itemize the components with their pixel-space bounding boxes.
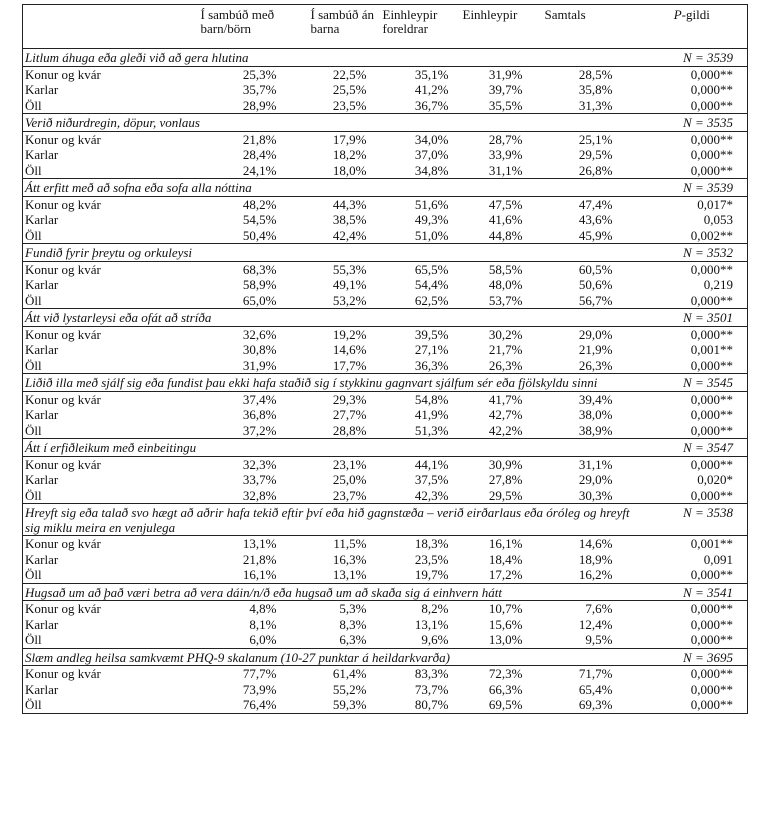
percent-cell: 37,4%: [242, 391, 277, 407]
percent-cell: 37,5%: [414, 472, 449, 487]
row-label: Öll: [23, 488, 201, 504]
percent-cell: 8,3%: [339, 616, 367, 632]
p-value-cell: 0,000**: [637, 163, 748, 179]
percent-cell: 4,8%: [249, 601, 277, 616]
p-value-cell: 0,000**: [637, 131, 748, 147]
row-label: Konur og kvár: [23, 261, 201, 277]
table-row: [23, 293, 748, 309]
percent-cell: 60,5%: [578, 261, 613, 277]
percent-cell: 73,7%: [414, 681, 449, 697]
percent-cell: 51,0%: [414, 227, 449, 243]
p-value-cell: 0,000**: [637, 601, 748, 617]
table-row: [23, 163, 748, 179]
p-value-cell: 0,219: [637, 277, 748, 293]
percent-cell: 55,2%: [332, 681, 367, 697]
row-label: Karlar: [23, 407, 201, 423]
percent-cell: 30,8%: [242, 342, 277, 357]
section-header: [23, 583, 748, 601]
percent-cell: 39,7%: [488, 82, 523, 97]
percent-cell: 58,9%: [242, 277, 277, 292]
percent-cell: 54,4%: [414, 277, 449, 292]
p-value-cell: 0,000**: [637, 697, 748, 713]
percent-cell: 32,6%: [242, 326, 277, 342]
percent-cell: 34,0%: [414, 131, 449, 147]
p-value-cell: 0,000**: [637, 358, 748, 374]
percent-cell: 26,8%: [578, 162, 613, 178]
percent-cell: 65,0%: [242, 292, 277, 308]
percent-cell: 41,2%: [414, 82, 449, 97]
percent-cell: 24,1%: [242, 162, 277, 178]
row-label: Öll: [23, 567, 201, 583]
table-row: [23, 261, 748, 277]
percent-cell: 71,7%: [578, 666, 613, 681]
percent-cell: 43,6%: [578, 212, 613, 227]
percent-cell: 29,3%: [332, 391, 367, 407]
percent-cell: 28,5%: [578, 66, 613, 82]
section-header: [23, 49, 748, 67]
percent-cell: 33,7%: [242, 472, 277, 487]
question-text: Liðið illa með sjálf sig eða fundist þau ekki hafa staðið sig í stykkinu gagnvart sjálfum sér eða fjölskyldu sinni: [23, 374, 637, 392]
percent-cell: 21,8%: [242, 551, 277, 567]
row-label: Öll: [23, 293, 201, 309]
percent-cell: 13,1%: [332, 567, 367, 582]
header-col-total: Samtals: [545, 5, 637, 49]
header-p-suffix: -gildi: [681, 7, 710, 22]
table-row: [23, 632, 748, 648]
percent-cell: 27,8%: [488, 472, 523, 487]
percent-cell: 37,2%: [242, 422, 277, 438]
percent-cell: 42,3%: [414, 487, 449, 503]
percent-cell: 18,4%: [488, 551, 523, 567]
percent-cell: 47,5%: [488, 196, 523, 212]
percent-cell: 14,6%: [578, 536, 613, 551]
percent-cell: 29,5%: [578, 147, 613, 162]
percent-cell: 16,3%: [332, 551, 367, 567]
header-col-single: Einhleypir: [463, 5, 545, 49]
p-value-cell: 0,002**: [637, 228, 748, 244]
sample-size: N = 3532: [637, 244, 748, 262]
percent-cell: 45,9%: [578, 227, 613, 243]
table-row: [23, 212, 748, 228]
row-label: Konur og kvár: [23, 326, 201, 342]
percent-cell: 55,3%: [332, 261, 367, 277]
row-label: Konur og kvár: [23, 456, 201, 472]
table-row: [23, 552, 748, 568]
percent-cell: 44,1%: [414, 456, 449, 472]
percent-cell: 68,3%: [242, 261, 277, 277]
percent-cell: 33,9%: [488, 147, 523, 162]
percent-cell: 58,5%: [488, 261, 523, 277]
sample-size: N = 3695: [637, 648, 748, 666]
question-text: Átt erfitt með að sofna eða sofa alla nóttina: [23, 179, 637, 197]
percent-cell: 31,1%: [488, 162, 523, 178]
percent-cell: 38,0%: [578, 407, 613, 422]
percent-cell: 27,1%: [414, 342, 449, 357]
p-value-cell: 0,000**: [637, 391, 748, 407]
percent-cell: 13,1%: [242, 536, 277, 551]
percent-cell: 30,3%: [578, 487, 613, 503]
percent-cell: 69,3%: [545, 697, 637, 713]
percent-cell: 56,7%: [578, 292, 613, 308]
percent-cell: 77,7%: [242, 666, 277, 681]
percent-cell: 6,0%: [249, 632, 277, 647]
percent-cell: 72,3%: [488, 666, 523, 681]
percent-cell: 35,7%: [242, 82, 277, 97]
table-row: [23, 228, 748, 244]
p-value-cell: 0,000**: [637, 423, 748, 439]
percent-cell: 41,9%: [414, 407, 449, 422]
percent-cell: 83,3%: [414, 666, 449, 681]
percent-cell: 73,9%: [242, 681, 277, 697]
row-label: Öll: [23, 423, 201, 439]
row-label: Öll: [23, 163, 201, 179]
header-col-p-value: [637, 5, 748, 49]
percent-cell: 54,8%: [414, 391, 449, 407]
table-row: [23, 697, 748, 713]
percent-cell: 29,0%: [578, 472, 613, 487]
percent-cell: 36,8%: [242, 407, 277, 422]
p-value-cell: 0,001**: [637, 342, 748, 358]
table-row: [23, 456, 748, 472]
percent-cell: 50,4%: [242, 227, 277, 243]
table-row: [23, 342, 748, 358]
percent-cell: 17,9%: [332, 131, 367, 147]
percent-cell: 21,9%: [578, 342, 613, 357]
percent-cell: 13,0%: [488, 632, 523, 647]
percent-cell: 30,2%: [488, 326, 523, 342]
table-row: [23, 472, 748, 488]
row-label: Konur og kvár: [23, 666, 201, 682]
percent-cell: 32,3%: [242, 456, 277, 472]
table-row: [23, 82, 748, 98]
percent-cell: 37,0%: [414, 147, 449, 162]
section-header: [23, 504, 748, 536]
percent-cell: 39,4%: [578, 391, 613, 407]
percent-cell: 53,7%: [488, 292, 523, 308]
question-text: Slæm andleg heilsa samkvæmt PHQ-9 skalanum (10-27 punktar á heildarkvarða): [23, 648, 637, 666]
section-header: [23, 309, 748, 327]
percent-cell: 29,5%: [488, 487, 523, 503]
question-text: Hugsað um að það væri betra að vera dáin/n/ð eða hugsað um að skaða sig á einhvern hátt: [23, 583, 637, 601]
table-row: [23, 131, 748, 147]
percent-cell: 44,3%: [332, 196, 367, 212]
percent-cell: 16,1%: [488, 536, 523, 551]
header-col-cohabiting-no-children: Í sambúð án barna: [311, 5, 383, 49]
table-row: [23, 391, 748, 407]
percent-cell: 41,7%: [488, 391, 523, 407]
percent-cell: 26,3%: [488, 357, 523, 373]
p-value-cell: 0,000**: [637, 666, 748, 682]
row-label: Karlar: [23, 472, 201, 488]
percent-cell: 42,4%: [332, 227, 367, 243]
question-text: Átt við lystarleysi eða ofát að stríða: [23, 309, 637, 327]
row-label: Karlar: [23, 552, 201, 568]
percent-cell: 38,5%: [332, 212, 367, 227]
p-value-cell: 0,000**: [637, 407, 748, 423]
percent-cell: 30,9%: [488, 456, 523, 472]
row-label: Karlar: [23, 277, 201, 293]
sample-size: N = 3535: [637, 114, 748, 132]
table-row: [23, 98, 748, 114]
table-row: [23, 358, 748, 374]
table-body: [23, 49, 748, 714]
percent-cell: 62,5%: [414, 292, 449, 308]
results-table: [22, 4, 748, 714]
percent-cell: 76,4%: [201, 697, 311, 713]
percent-cell: 28,9%: [242, 97, 277, 113]
percent-cell: 61,4%: [332, 666, 367, 681]
percent-cell: 23,5%: [414, 551, 449, 567]
p-value-cell: 0,000**: [637, 66, 748, 82]
p-value-cell: 0,000**: [637, 632, 748, 648]
percent-cell: 54,5%: [242, 212, 277, 227]
percent-cell: 48,2%: [242, 196, 277, 212]
row-label: Karlar: [23, 82, 201, 98]
percent-cell: 53,2%: [332, 292, 367, 308]
percent-cell: 10,7%: [488, 601, 523, 616]
p-value-cell: 0,000**: [637, 488, 748, 504]
percent-cell: 36,7%: [414, 97, 449, 113]
row-label: Konur og kvár: [23, 196, 201, 212]
percent-cell: 35,1%: [414, 66, 449, 82]
percent-cell: 8,2%: [421, 601, 449, 616]
p-value-cell: 0,000**: [637, 147, 748, 163]
p-value-cell: 0,000**: [637, 82, 748, 98]
section-header: [23, 244, 748, 262]
percent-cell: 36,3%: [414, 357, 449, 373]
percent-cell: 19,2%: [332, 326, 367, 342]
percent-cell: 9,6%: [421, 632, 449, 647]
percent-cell: 25,5%: [332, 82, 367, 97]
row-label: Öll: [23, 358, 201, 374]
p-value-cell: 0,091: [637, 552, 748, 568]
percent-cell: 6,3%: [339, 632, 367, 647]
row-label: Karlar: [23, 147, 201, 163]
row-label: Karlar: [23, 617, 201, 633]
percent-cell: 42,7%: [488, 407, 523, 422]
table-row: [23, 147, 748, 163]
row-label: Konur og kvár: [23, 131, 201, 147]
p-value-cell: 0,000**: [637, 456, 748, 472]
table-row: [23, 423, 748, 439]
percent-cell: 12,4%: [578, 616, 613, 632]
section-header: [23, 179, 748, 197]
question-text: Hreyft sig eða talað svo hægt að aðrir hafa tekið eftir því eða hið gagnstæða – verið eirðarlaus eða óróleg og hreyft sig miklu meira en venjulega: [23, 504, 637, 536]
sample-size: N = 3501: [637, 309, 748, 327]
question-text: Litlum áhuga eða gleði við að gera hlutina: [23, 49, 637, 67]
percent-cell: 11,5%: [333, 536, 367, 551]
row-label: Karlar: [23, 212, 201, 228]
percent-cell: 18,0%: [332, 162, 367, 178]
percent-cell: 31,9%: [242, 357, 277, 373]
percent-cell: 35,8%: [578, 82, 613, 97]
header-col-cohabiting-with-children: Í sambúð með barn/börn: [201, 5, 311, 49]
percent-cell: 35,5%: [488, 97, 523, 113]
table-row: [23, 536, 748, 552]
percent-cell: 32,8%: [242, 487, 277, 503]
percent-cell: 25,3%: [242, 66, 277, 82]
table-row: [23, 326, 748, 342]
table-row: [23, 277, 748, 293]
p-value-cell: 0,001**: [637, 536, 748, 552]
percent-cell: 51,3%: [414, 422, 449, 438]
percent-cell: 38,9%: [578, 422, 613, 438]
percent-cell: 21,7%: [488, 342, 523, 357]
percent-cell: 59,3%: [311, 697, 383, 713]
table-row: [23, 617, 748, 633]
row-label: Konur og kvár: [23, 536, 201, 552]
percent-cell: 23,5%: [332, 97, 367, 113]
row-label: Konur og kvár: [23, 601, 201, 617]
percent-cell: 5,3%: [339, 601, 367, 616]
percent-cell: 17,7%: [332, 357, 367, 373]
percent-cell: 7,6%: [585, 601, 613, 616]
section-header: [23, 439, 748, 457]
table-row: [23, 488, 748, 504]
sample-size: N = 3547: [637, 439, 748, 457]
percent-cell: 31,1%: [578, 456, 613, 472]
percent-cell: 16,1%: [242, 567, 277, 582]
percent-cell: 65,5%: [414, 261, 449, 277]
question-text: Átt í erfiðleikum með einbeitingu: [23, 439, 637, 457]
percent-cell: 26,3%: [578, 357, 613, 373]
sample-size: N = 3541: [637, 583, 748, 601]
header-p-letter: P: [673, 7, 682, 22]
percent-cell: 15,6%: [488, 616, 523, 632]
table-row: [23, 601, 748, 617]
sample-size: N = 3545: [637, 374, 748, 392]
percent-cell: 9,5%: [585, 632, 613, 647]
sample-size: N = 3538: [637, 504, 748, 536]
p-value-cell: 0,053: [637, 212, 748, 228]
p-value-cell: 0,017*: [637, 196, 748, 212]
percent-cell: 28,8%: [332, 422, 367, 438]
percent-cell: 16,2%: [578, 567, 613, 582]
percent-cell: 50,6%: [578, 277, 613, 292]
row-label: Karlar: [23, 682, 201, 698]
row-label: Öll: [23, 228, 201, 244]
header-stub: [23, 5, 201, 49]
question-text: Verið niðurdregin, döpur, vonlaus: [23, 114, 637, 132]
sample-size: N = 3539: [637, 179, 748, 197]
row-label: Öll: [23, 697, 201, 713]
percent-cell: 19,7%: [414, 567, 449, 582]
table-row: [23, 666, 748, 682]
percent-cell: 18,3%: [414, 536, 449, 551]
p-value-cell: 0,000**: [637, 293, 748, 309]
percent-cell: 25,1%: [578, 131, 613, 147]
percent-cell: 48,0%: [488, 277, 523, 292]
percent-cell: 8,1%: [249, 616, 277, 632]
percent-cell: 27,7%: [332, 407, 367, 422]
percent-cell: 18,2%: [332, 147, 367, 162]
percent-cell: 31,9%: [488, 66, 523, 82]
percent-cell: 51,6%: [414, 196, 449, 212]
table-row: [23, 407, 748, 423]
row-label: Konur og kvár: [23, 391, 201, 407]
table-row: [23, 682, 748, 698]
p-value-cell: 0,000**: [637, 326, 748, 342]
percent-cell: 80,7%: [383, 697, 463, 713]
p-value-cell: 0,020*: [637, 472, 748, 488]
row-label: Öll: [23, 98, 201, 114]
table-row: [23, 567, 748, 583]
section-header: [23, 648, 748, 666]
section-header: [23, 374, 748, 392]
table-header: [23, 5, 748, 49]
percent-cell: 65,4%: [578, 681, 613, 697]
question-text: Fundið fyrir þreytu og orkuleysi: [23, 244, 637, 262]
percent-cell: 44,8%: [488, 227, 523, 243]
p-value-cell: 0,000**: [637, 617, 748, 633]
p-value-cell: 0,000**: [637, 682, 748, 698]
row-label: Konur og kvár: [23, 66, 201, 82]
p-value-cell: 0,000**: [637, 567, 748, 583]
percent-cell: 34,8%: [414, 162, 449, 178]
percent-cell: 28,7%: [488, 131, 523, 147]
percent-cell: 28,4%: [242, 147, 277, 162]
percent-cell: 41,6%: [488, 212, 523, 227]
percent-cell: 49,1%: [332, 277, 367, 292]
sample-size: N = 3539: [637, 49, 748, 67]
percent-cell: 13,1%: [414, 616, 449, 632]
percent-cell: 49,3%: [414, 212, 449, 227]
percent-cell: 18,9%: [578, 551, 613, 567]
row-label: Karlar: [23, 342, 201, 358]
percent-cell: 22,5%: [332, 66, 367, 82]
percent-cell: 31,3%: [578, 97, 613, 113]
percent-cell: 21,8%: [242, 131, 277, 147]
percent-cell: 39,5%: [414, 326, 449, 342]
row-label: Öll: [23, 632, 201, 648]
table-row: [23, 66, 748, 82]
percent-cell: 17,2%: [488, 567, 523, 582]
percent-cell: 47,4%: [578, 196, 613, 212]
percent-cell: 14,6%: [332, 342, 367, 357]
percent-cell: 23,7%: [332, 487, 367, 503]
percent-cell: 29,0%: [578, 326, 613, 342]
percent-cell: 69,5%: [463, 697, 545, 713]
p-value-cell: 0,000**: [637, 261, 748, 277]
percent-cell: 25,0%: [332, 472, 367, 487]
p-value-cell: 0,000**: [637, 98, 748, 114]
percent-cell: 23,1%: [332, 456, 367, 472]
percent-cell: 42,2%: [488, 422, 523, 438]
header-col-single-parents: Einhleypir foreldrar: [383, 5, 463, 49]
section-header: [23, 114, 748, 132]
table-row: [23, 196, 748, 212]
percent-cell: 66,3%: [488, 681, 523, 697]
